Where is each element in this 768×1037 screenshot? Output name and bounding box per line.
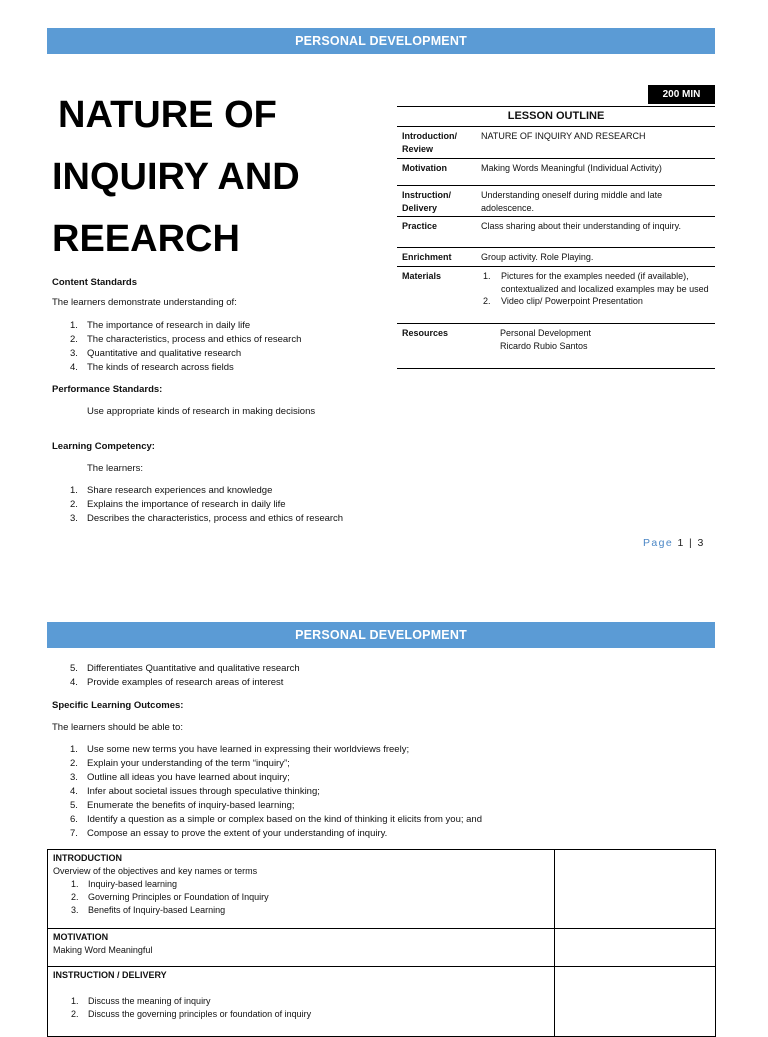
table-row (48, 929, 716, 967)
list-item: 3. Benefits of Inquiry-based Learning (71, 905, 226, 915)
list-item: 1. Inquiry-based learning (71, 879, 178, 889)
motivation-notes-cell (555, 929, 716, 967)
outline-row-introduction: Introduction/ Review NATURE OF INQUIRY AND RESEARCH (397, 127, 715, 159)
specific-outcomes-heading: Specific Learning Outcomes: (52, 700, 184, 711)
list-item: 1. Share research experiences and knowledge (70, 485, 273, 496)
list-item: 1. The importance of research in daily life (70, 320, 251, 331)
lesson-outline-heading: LESSON OUTLINE (397, 107, 715, 127)
instruction-cell: INSTRUCTION / DELIVERY 1. Discuss the meaning of inquiry 2. Discuss the governing principles or foundation of inquiry (48, 967, 555, 1037)
outline-row-instruction: Instruction/ Delivery Understanding oneself during middle and late adolescence. (397, 186, 715, 217)
performance-standards-text: Use appropriate kinds of research in making decisions (87, 406, 316, 417)
duration-badge: 200 MIN (648, 85, 715, 104)
page-header-banner: PERSONAL DEVELOPMENT (47, 28, 715, 54)
outline-row-enrichment: Enrichment Group activity. Role Playing. (397, 248, 715, 267)
list-item: 2. Explain your understanding of the term “inquiry”; (70, 758, 290, 769)
outline-row-practice: Practice Class sharing about their understanding of inquiry. (397, 217, 715, 248)
list-item: 4. Infer about societal issues through speculative thinking; (70, 786, 320, 797)
motivation-cell: MOTIVATION Making Word Meaningful (48, 929, 555, 967)
learning-competency-list (52, 484, 343, 526)
list-item: 3. Describes the characteristics, process and ethics of research (70, 513, 344, 524)
list-item: 5. Differentiates Quantitative and qualitative research (70, 663, 300, 674)
list-item: 2. Explains the importance of research in daily life (70, 499, 286, 510)
introduction-cell: INTRODUCTION Overview of the objectives and key names or terms 1. Inquiry-based learning 2. Governing Principles or Foundation of Inquiry 3. Benefits of Inquiry-based Learning (48, 850, 555, 929)
outline-row-resources: Resources Personal Development Ricardo Rubio Santos (402, 328, 592, 351)
table-row (48, 967, 716, 1037)
list-item: 2. Video clip/ Powerpoint Presentation (483, 296, 643, 306)
list-item: 1. Use some new terms you have learned in expressing their worldviews freely; (70, 744, 410, 755)
lesson-plan-table (47, 849, 716, 1037)
list-item: 6. Identify a question as a simple or complex based on the kind of thinking it elicits from you; and (70, 814, 482, 825)
lesson-title: NATURE OF INQUIRY AND REEARCH (52, 94, 300, 260)
page-header-banner-2: PERSONAL DEVELOPMENT (47, 622, 715, 648)
list-item: 3. Quantitative and qualitative research (70, 348, 242, 359)
list-item: 1. Pictures for the examples needed (if available), contextualized and localized examples may be used (483, 271, 709, 294)
performance-standards-heading: Performance Standards: (52, 384, 163, 395)
instruction-notes-cell (555, 967, 716, 1037)
outline-row-motivation: Motivation Making Words Meaningful (Individual Activity) (397, 159, 715, 186)
list-item: 5. Enumerate the benefits of inquiry-based learning; (70, 800, 295, 811)
list-item: 2. The characteristics, process and ethics of research (70, 334, 302, 345)
list-item: 3. Outline all ideas you have learned about inquiry; (70, 772, 290, 783)
list-item: 2. Governing Principles or Foundation of Inquiry (71, 892, 269, 902)
list-item: 4. Provide examples of research areas of interest (70, 677, 284, 688)
lesson-outline-table (397, 106, 715, 369)
specific-outcomes-list (52, 743, 482, 841)
specific-outcomes-intro: The learners should be able to: (52, 722, 183, 733)
content-standards-list (52, 319, 301, 375)
continued-competency-list (52, 662, 300, 690)
list-item: 2. Discuss the governing principles or foundation of inquiry (71, 1009, 312, 1019)
content-standards-intro: The learners demonstrate understanding of: (52, 297, 237, 308)
introduction-notes-cell (555, 850, 716, 929)
outline-row-materials: Materials 1. Pictures for the examples needed (if available), contextualized and localized examples may be used 2. Video clip/ Powerpoint Presentation (397, 267, 715, 324)
list-item: 7. Compose an essay to prove the extent of your understanding of inquiry. (70, 828, 388, 839)
list-item: 1. Discuss the meaning of inquiry (71, 996, 211, 1006)
list-item: 4. The kinds of research across fields (70, 362, 234, 373)
learning-competency-intro: The learners: (87, 463, 143, 474)
table-row (48, 850, 716, 929)
content-standards-heading: Content Standards (52, 277, 137, 288)
page-number: Page 1 | 3 (643, 537, 705, 549)
learning-competency-heading: Learning Competency: (52, 441, 155, 452)
